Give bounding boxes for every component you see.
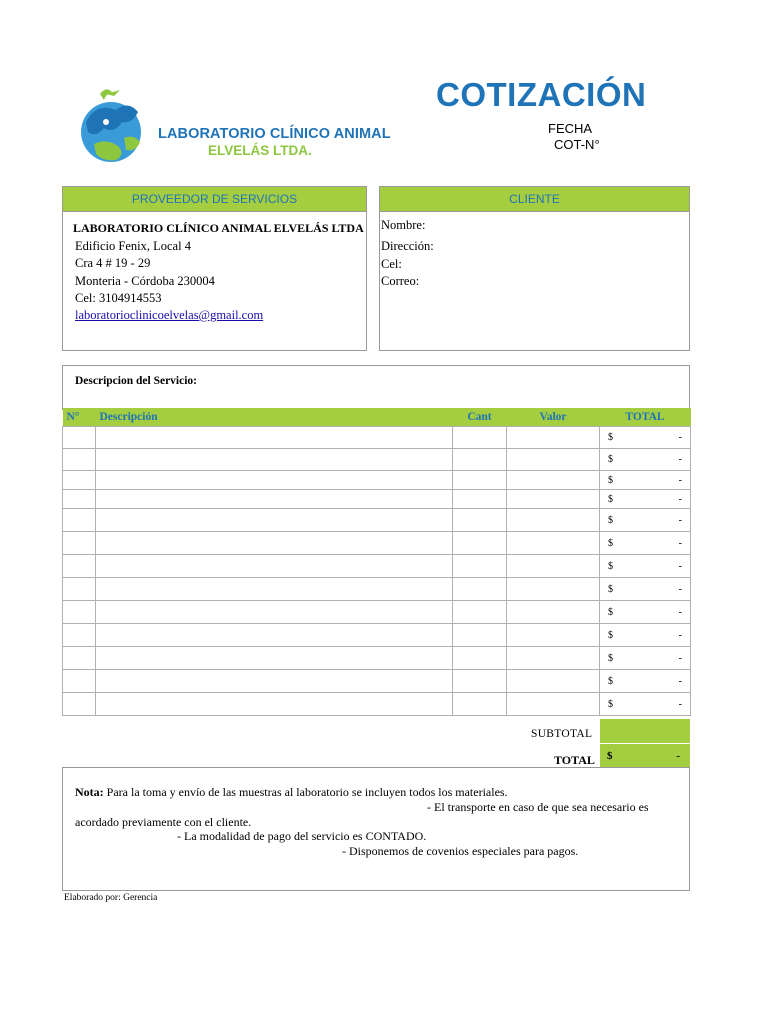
row-total-cell [600,532,691,555]
row-description-cell[interactable] [96,427,453,449]
document-title: COTIZACIÓN [436,76,647,113]
client-email-label: Correo: [381,274,420,288]
row-number-cell[interactable] [63,693,96,716]
row-total-currency: $ [608,629,613,641]
table-header-row [63,408,691,427]
prepared-by: Elaborado por: Gerencia [64,893,158,903]
table-row [63,624,691,647]
table-row [63,578,691,601]
row-total-value: - [678,698,682,710]
table-row [63,647,691,670]
table-row [63,490,691,509]
provider-phone: Cel: 3104914553 [75,291,162,305]
animal-logo-icon [66,82,156,170]
table-row [63,670,691,693]
row-description-cell[interactable] [96,578,453,601]
row-total-cell [600,555,691,578]
note-text-1: Para la toma y envío de las muestras al laboratorio se incluyen todos los materiales. [106,785,508,799]
row-description-cell[interactable] [96,624,453,647]
table-row [63,509,691,532]
row-number-cell[interactable] [63,471,96,490]
row-total-currency: $ [608,606,613,618]
row-total-value: - [678,560,682,572]
row-quantity-cell[interactable] [453,471,507,490]
row-total-currency: $ [608,583,613,595]
row-total-cell [600,670,691,693]
date-label: FECHA [548,121,593,136]
row-value-cell[interactable] [507,471,600,490]
row-description-cell[interactable] [96,509,453,532]
row-number-cell[interactable] [63,601,96,624]
note-line-3: acordado previamente con el cliente. [75,815,252,829]
row-quantity-cell[interactable] [453,509,507,532]
row-number-cell[interactable] [63,449,96,471]
note-line-2: - El transporte en caso de que sea necesario es [427,800,649,814]
row-number-cell[interactable] [63,624,96,647]
logo-line-1: LABORATORIO CLÍNICO ANIMAL [158,126,391,142]
row-total-currency: $ [608,493,613,505]
row-description-cell[interactable] [96,532,453,555]
services-section [62,365,690,410]
note-label: Nota: [75,785,104,799]
row-description-cell[interactable] [96,449,453,471]
table-row [63,449,691,471]
row-total-cell [600,490,691,509]
services-table [62,408,691,716]
row-total-cell [600,471,691,490]
row-total-value: - [678,629,682,641]
row-value-cell[interactable] [507,578,600,601]
row-quantity-cell[interactable] [453,578,507,601]
row-description-cell[interactable] [96,670,453,693]
row-total-currency: $ [608,675,613,687]
client-heading: CLIENTE [380,187,689,212]
row-total-cell [600,578,691,601]
row-value-cell[interactable] [507,693,600,716]
row-number-cell[interactable] [63,532,96,555]
row-value-cell[interactable] [507,532,600,555]
row-total-currency: $ [608,698,613,710]
row-total-currency: $ [608,514,613,526]
row-value-cell[interactable] [507,449,600,471]
provider-address-2: Cra 4 # 19 - 29 [75,256,151,270]
row-quantity-cell[interactable] [453,601,507,624]
provider-heading: PROVEEDOR DE SERVICIOS [63,187,366,212]
row-description-cell[interactable] [96,471,453,490]
row-number-cell[interactable] [63,670,96,693]
total-value-cell [600,744,690,768]
client-phone-label: Cel: [381,257,402,271]
col-header-quantity: Cant [453,408,507,427]
table-row [63,427,691,449]
row-value-cell[interactable] [507,601,600,624]
row-quantity-cell[interactable] [453,427,507,449]
table-row [63,693,691,716]
row-quantity-cell[interactable] [453,490,507,509]
table-row [63,532,691,555]
row-quantity-cell[interactable] [453,532,507,555]
provider-box [62,186,367,351]
row-quantity-cell[interactable] [453,647,507,670]
row-total-currency: $ [608,652,613,664]
table-row [63,601,691,624]
col-header-total: TOTAL [600,408,691,427]
row-description-cell[interactable] [96,490,453,509]
row-value-cell[interactable] [507,427,600,449]
row-total-cell [600,427,691,449]
client-box [379,186,690,351]
row-quantity-cell[interactable] [453,449,507,471]
subtotal-label: SUBTOTAL [531,728,593,740]
note-line-5: - Disponemos de covenios especiales para pagos. [342,844,579,858]
row-quantity-cell[interactable] [453,670,507,693]
row-description-cell[interactable] [96,601,453,624]
provider-email-link[interactable]: laboratorioclinicoelvelas@gmail.com [75,308,264,322]
row-value-cell[interactable] [507,509,600,532]
total-currency: $ [607,750,613,762]
row-total-value: - [678,474,682,486]
row-total-value: - [678,583,682,595]
row-total-currency: $ [608,537,613,549]
row-number-cell[interactable] [63,490,96,509]
row-description-cell[interactable] [96,693,453,716]
row-number-cell[interactable] [63,647,96,670]
row-total-currency: $ [608,432,613,443]
table-row [63,471,691,490]
client-name-label: Nombre: [381,218,426,232]
provider-name: LABORATORIO CLÍNICO ANIMAL ELVELÁS LTDA [73,221,364,235]
quote-number-label: COT-N° [554,137,600,152]
row-total-value: - [678,514,682,526]
row-total-value: - [678,537,682,549]
total-value: - [676,750,680,762]
table-row [63,555,691,578]
services-section-label: Descripcion del Servicio: [75,375,198,387]
col-header-value: Valor [507,408,600,427]
row-total-currency: $ [608,474,613,486]
col-header-number: N° [63,408,96,427]
row-total-cell [600,601,691,624]
row-number-cell[interactable] [63,555,96,578]
note-line-4: - La modalidad de pago del servicio es CONTADO. [177,829,427,843]
total-label: TOTAL [554,753,595,767]
client-address-label: Dirección: [381,239,434,253]
provider-address-1: Edificio Fenix, Local 4 [75,239,191,253]
row-total-value: - [678,675,682,687]
row-quantity-cell[interactable] [453,555,507,578]
row-description-cell[interactable] [96,555,453,578]
row-number-cell[interactable] [63,509,96,532]
row-value-cell[interactable] [507,624,600,647]
row-quantity-cell[interactable] [453,624,507,647]
row-total-cell [600,647,691,670]
row-total-value: - [678,606,682,618]
row-total-cell [600,693,691,716]
row-total-value: - [678,493,682,505]
row-total-value: - [678,652,682,664]
logo-line-2: ELVELÁS LTDA. [208,143,312,158]
row-total-cell [600,624,691,647]
row-number-cell[interactable] [63,427,96,449]
row-total-currency: $ [608,454,613,465]
row-value-cell[interactable] [507,490,600,509]
row-value-cell[interactable] [507,647,600,670]
row-total-value: - [678,454,682,465]
row-total-cell [600,449,691,471]
row-value-cell[interactable] [507,555,600,578]
col-header-description: Descripción [96,408,453,427]
note-line-1 [75,785,508,800]
subtotal-value-cell [600,719,690,743]
row-total-value: - [678,432,682,443]
row-description-cell[interactable] [96,647,453,670]
row-quantity-cell[interactable] [453,693,507,716]
row-number-cell[interactable] [63,578,96,601]
row-total-cell [600,509,691,532]
row-total-currency: $ [608,560,613,572]
note-box [62,767,690,891]
provider-city: Monteria - Córdoba 230004 [75,274,215,288]
row-value-cell[interactable] [507,670,600,693]
